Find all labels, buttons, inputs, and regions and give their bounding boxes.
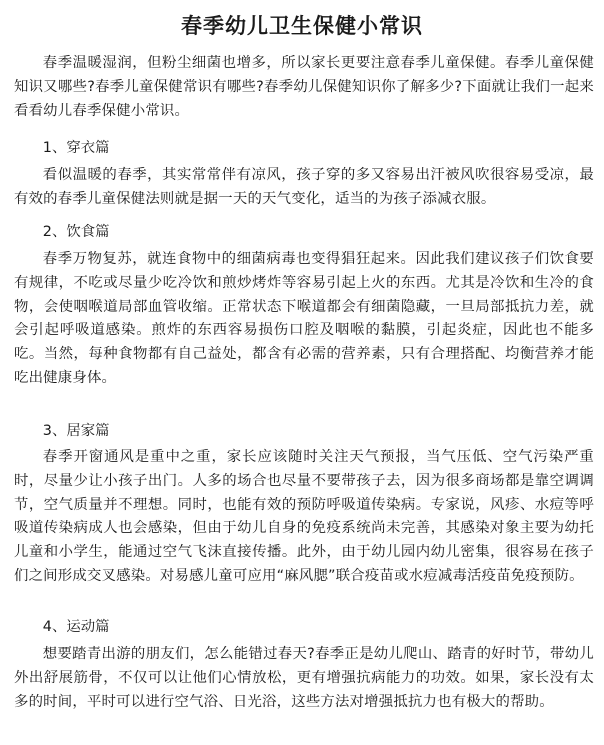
section-heading-clothing: 1、穿衣篇: [42, 140, 110, 156]
intro-paragraph: 春季温暖湿润，但粉尘细菌也增多，所以家长更要注意春季儿童保健。春季儿童保健知识又哪些?春季儿童保健常识有哪些?春季幼儿保健知识你了解多少?下面就让我们一起来看看幼儿春季保健小常识。: [14, 55, 594, 119]
section-heading-exercise: 4、运动篇: [42, 619, 110, 635]
section-body-exercise: 想要踏青出游的朋友们，怎么能错过春天?春季正是幼儿爬山、踏青的好时节，带幼儿外出舒展筋骨，不仅可以让他们心情放松，更有增强抗病能力的功效。如果，家长没有太多的时间，平时可以进行空气浴、日光浴，这些方法对增强抵抗力也有极大的帮助。: [14, 646, 594, 710]
section-heading-diet: 2、饮食篇: [42, 224, 110, 240]
section-body-clothing: 看似温暖的春季，其实常常伴有凉风，孩子穿的多又容易出汗被风吹很容易受凉，最有效的春季儿童保健法则就是据一天的天气变化，适当的为孩子添减衣服。: [14, 167, 594, 207]
section-body-diet: 春季万物复苏，就连食物中的细菌病毒也变得猖狂起来。因此我们建议孩子们饮食要有规律，不吃或尽量少吃冷饮和煎炒烤炸等容易引起上火的东西。尤其是冷饮和生冷的食物，会使咽喉道局部血管收缩。正常状态下喉道都会有细菌隐藏，一旦局部抵抗力差，就会引起呼吸道感染。煎炸的东西容易损伤口腔及咽喉的黏膜，引起炎症，因此也不能多吃。当然，每种食物都有自己益处，都含有必需的营养素，只有合理搭配、均衡营养才能吃出健康身体。: [14, 251, 594, 386]
section-body-home: 春季开窗通风是重中之重，家长应该随时关注天气预报，当气压低、空气污染严重时，尽量少让小孩子出门。人多的场合也尽量不要带孩子去，因为很多商场都是靠空调调节，空气质量并不理想。同时，也能有效的预防呼吸道传染病。专家说，风疹、水痘等呼吸道传染病成人也会感染，但由于幼儿自身的免疫系统尚未完善，其感染对象主要为幼托儿童和小学生，能通过空气飞沫直接传播。此外，由于幼儿园内幼儿密集，很容易在孩子们之间形成交叉感染。对易感儿童可应用“麻风腮”联合疫苗或水痘减毒活疫苗免疫预防。: [14, 449, 594, 584]
section-heading-home: 3、居家篇: [42, 423, 110, 439]
document-title: 春季幼儿卫生保健小常识: [181, 14, 423, 38]
